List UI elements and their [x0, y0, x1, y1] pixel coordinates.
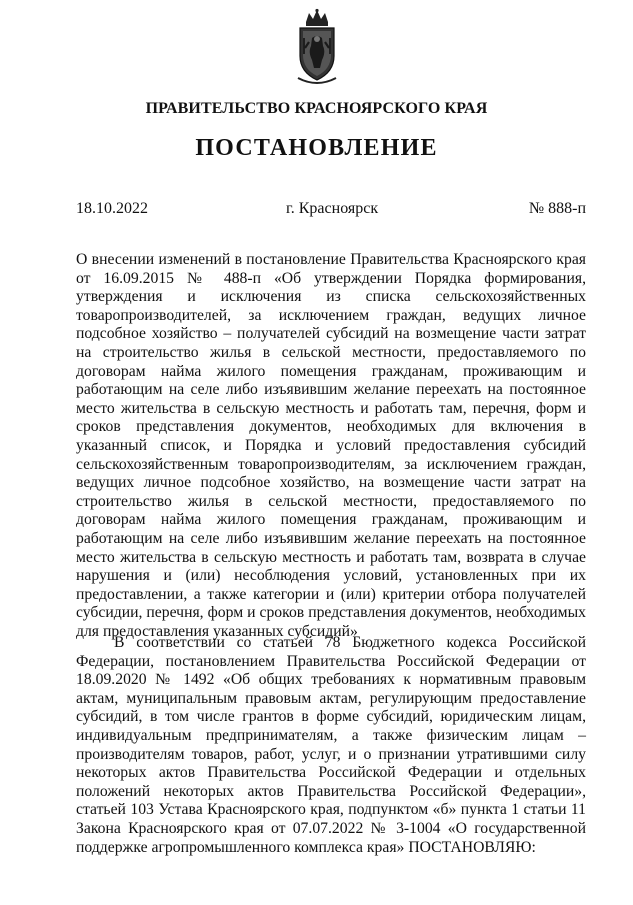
document-subject: О внесении изменений в постановление Правительства Красноярского края от 16.09.2015 № 488-п «Об утверждении Порядка формирования, утверждения и исключения из списка сельскохозяйственных товаропроизводителей, за исключением граждан, ведущих личное подсобное хозяйство – получателей субсидий на возмещение части затрат на строительство жилья в сельской местности, предоставляемого по договорам найма жилого помещения гражданам, проживающим и работающим на селе либо изъявившим желание переехать на постоянное место жительства в сельскую местность и работать там, перечня, форм и сроков представления документов, необходимых для включения в указанный список, и Порядка и условий предоставления субсидий сельскохозяйственным товаропроизводителям, за исключением граждан, ведущих личное подсобное хозяйство, на возмещение части затрат на строительство жилья в сельской местности, предоставляемого по договорам найма жилого помещения гражданам, проживающим и работающим на селе либо изъявившим желание переехать на постоянное место жительства в сельскую местность и работать там, возврата в случае нарушения и (или) несоблюдения условий, установленных при их предоставлении, а также категории и (или) критерии отбора получателей субсидии, перечня, форм и сроков представления документов, необходимых для предоставления указанных субсидий» [76, 251, 586, 640]
krasnoyarsk-coat-of-arms-icon [292, 8, 342, 88]
document-meta-row [76, 200, 586, 222]
document-number: № 888-п [528, 200, 586, 217]
government-title: ПРАВИТЕЛЬСТВО КРАСНОЯРСКОГО КРАЯ [145, 100, 488, 117]
document-preamble: В соответствии со статьей 78 Бюджетного кодекса Российской Федерации, постановлением Правительства Российской Федерации от 18.09.2020 № 1492 «Об общих требованиях к нормативным правовым актам, муниципальным правовым актам, регулирующим предоставление субсидий, в том числе грантов в форме субсидий, юридическим лицам, индивидуальным предпринимателям, а также физическим лицам – производителям товаров, работ, услуг, и о признании утратившими силу некоторых актов Правительства Российской Федерации и отдельных положений некоторых актов Правительства Российской Федерации», статьей 103 Устава Красноярского края, подпунктом «б» пункта 1 статьи 11 Закона Красноярского края от 07.07.2022 № 3-1004 «О государственной поддержке агропромышленного комплекса края» ПОСТАНОВЛЯЮ: [76, 634, 586, 856]
document-city: г. Красноярск [286, 200, 379, 217]
coat-of-arms-icon [292, 8, 342, 88]
document-type-title: ПОСТАНОВЛЕНИЕ [195, 135, 438, 161]
document-date: 18.10.2022 [76, 200, 148, 217]
